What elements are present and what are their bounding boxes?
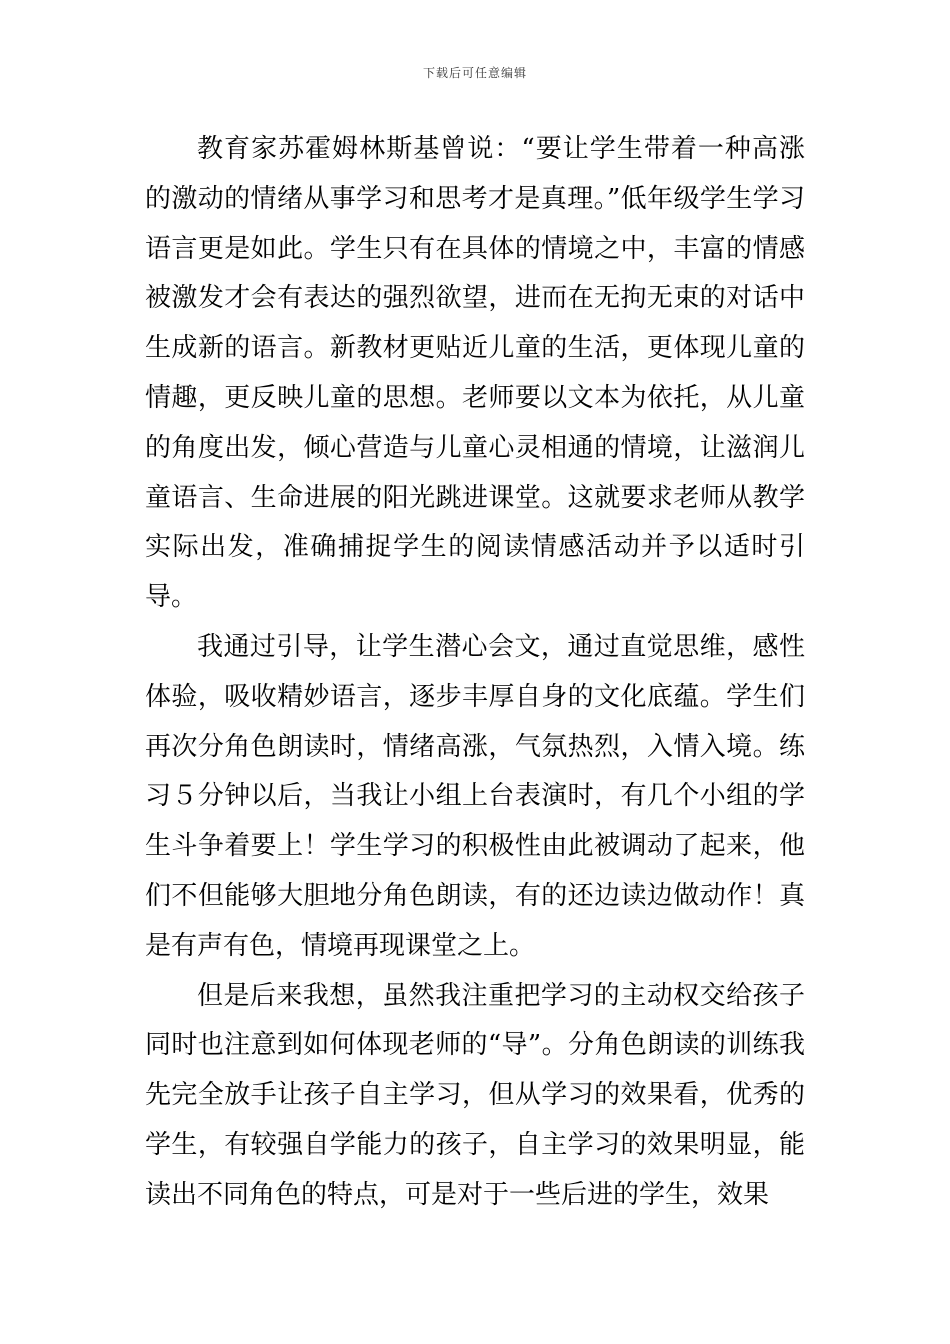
- paragraph-1: 教育家苏霍姆林斯基曾说：“要让学生带着一种高涨的激动的情绪从事学习和思考才是真理。”低年级学生学习语言更是如此。学生只有在具体的情境之中，丰富的情感被激发才会有表达的强烈欲望，进而在无拘无束的对话中生成新的语言。新教材更贴近儿童的生活，更体现儿童的情趣，更反映儿童的思想。老师要以文本为依托，从儿童的角度出发，倾心营造与儿童心灵相通的情境，让滋润儿童语言、生命进展的阳光跳进课堂。这就要求老师从教学实际出发，准确捕捉学生的阅读情感活动并予以适时引导。: [145, 134, 805, 613]
- document-body: [145, 125, 805, 1221]
- paragraph-2: 我通过引导，让学生潜心会文，通过直觉思维，感性体验，吸收精妙语言，逐步丰厚自身的文化底蕴。学生们再次分角色朗读时，情绪高涨，气氛热烈，入情入境。练习５分钟以后，当我让小组上台表演时，有几个小组的学生斗争着要上！学生学习的积极性由此被调动了起来，他们不但能够大胆地分角色朗读，有的还边读边做动作！真是有声有色，情境再现课堂之上。: [145, 631, 805, 961]
- paragraph-3: 但是后来我想，虽然我注重把学习的主动权交给孩子同时也注意到如何体现老师的“导”。分角色朗读的训练我先完全放手让孩子自主学习，但从学习的效果看，优秀的学生，有较强自学能力的孩子，自主学习的效果明显，能读出不同角色的特点，可是对于一些后进的学生，效果: [145, 980, 805, 1210]
- page-header-note: 下载后可任意编辑: [422, 66, 527, 80]
